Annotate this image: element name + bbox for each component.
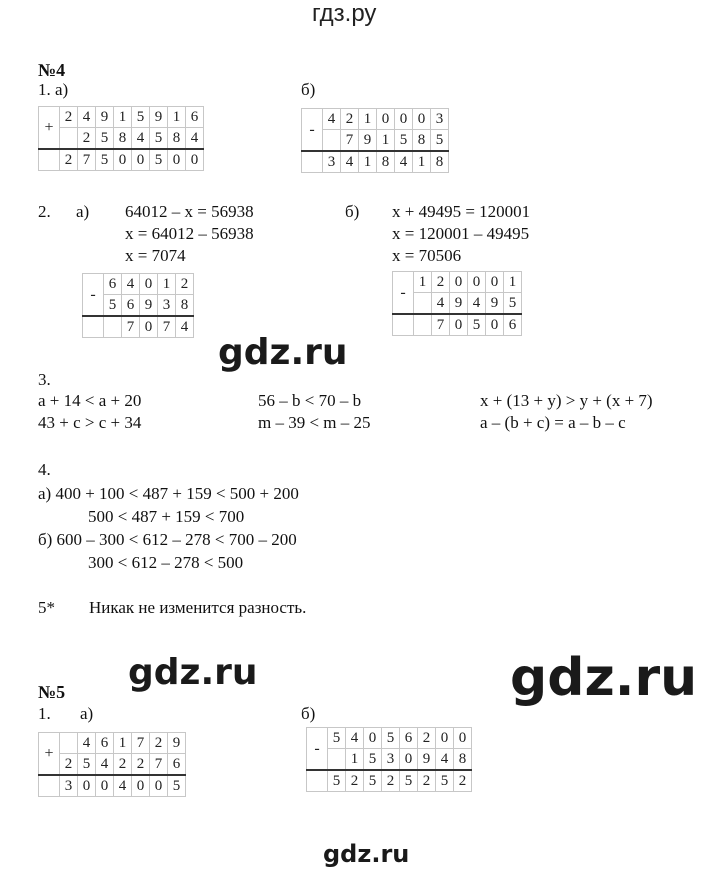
result-cell: 2 [60, 149, 78, 171]
grid-cell: 0 [364, 728, 382, 749]
grid-cell [307, 770, 328, 792]
grid-cell [60, 733, 78, 754]
inequality: x + (13 + y) > y + (x + 7) [480, 391, 653, 410]
grid-cell: 4 [346, 728, 364, 749]
grid-cell [393, 314, 414, 336]
grid-cell: 0 [413, 109, 431, 130]
grid-cell [328, 749, 346, 771]
column-subtraction-grid [392, 271, 522, 336]
result-cell: 7 [78, 149, 96, 171]
grid-cell: 5 [431, 130, 449, 152]
watermark: gdz.ru [128, 652, 258, 693]
operator-minus: - [307, 728, 328, 771]
column-subtraction-grid [82, 273, 194, 338]
grid-cell: 1 [414, 272, 432, 293]
grid-cell: 5 [395, 130, 413, 152]
result-cell: 7 [158, 316, 176, 338]
result-cell: 5 [436, 770, 454, 792]
result-cell [104, 316, 122, 338]
grid-cell: 2 [78, 128, 96, 150]
grid-cell: 0 [436, 728, 454, 749]
result-cell: 1 [413, 151, 431, 173]
result-cell: 7 [122, 316, 140, 338]
grid-cell: 2 [60, 754, 78, 776]
grid-cell [83, 316, 104, 338]
grid-cell: 6 [168, 754, 186, 776]
operator-minus: - [302, 109, 323, 152]
result-cell: 4 [176, 316, 194, 338]
inequality: a + 14 < a + 20 [38, 391, 142, 410]
result-cell: 7 [432, 314, 450, 336]
grid-cell: 1 [168, 107, 186, 128]
result-cell: 0 [186, 149, 204, 171]
equation-line: x = 64012 – 56938 [125, 224, 254, 243]
result-cell: 0 [140, 316, 158, 338]
grid-cell: 6 [96, 733, 114, 754]
result-cell: 8 [431, 151, 449, 173]
grid-cell: 6 [122, 295, 140, 317]
grid-cell: 5 [150, 128, 168, 150]
grid-cell: 2 [341, 109, 359, 130]
result-cell: 2 [382, 770, 400, 792]
result-cell: 0 [150, 775, 168, 797]
grid-cell: 9 [486, 293, 504, 315]
equation-line: x + 49495 = 120001 [392, 202, 531, 221]
result-cell: 8 [377, 151, 395, 173]
result-cell: 5 [150, 149, 168, 171]
grid-cell: 0 [377, 109, 395, 130]
inequality: m – 39 < m – 25 [258, 413, 371, 432]
column-addition-grid [38, 106, 204, 171]
grid-cell: 2 [418, 728, 436, 749]
grid-cell: 6 [186, 107, 204, 128]
equation-line: x = 70506 [392, 246, 462, 265]
task-5-label: 5* [38, 598, 55, 617]
grid-cell: 5 [382, 728, 400, 749]
grid-cell: 1 [377, 130, 395, 152]
grid-cell: 2 [176, 274, 194, 295]
result-cell: 0 [78, 775, 96, 797]
grid-cell: 9 [140, 295, 158, 317]
grid-cell: 4 [436, 749, 454, 771]
grid-cell: 5 [504, 293, 522, 315]
equation-line: 64012 – x = 56938 [125, 202, 254, 221]
task-2a-label: а) [76, 202, 90, 221]
result-cell: 4 [395, 151, 413, 173]
result-cell: 5 [96, 149, 114, 171]
exercise-5-title: №5 [38, 682, 66, 702]
grid-cell: 5 [78, 754, 96, 776]
task-1a-label: а) [80, 704, 94, 723]
result-cell: 1 [359, 151, 377, 173]
grid-cell: 5 [104, 295, 122, 317]
grid-cell: 4 [323, 109, 341, 130]
grid-cell: 9 [96, 107, 114, 128]
operator-plus: + [39, 733, 60, 776]
grid-cell: 2 [114, 754, 132, 776]
result-cell: 6 [504, 314, 522, 336]
result-cell: 3 [323, 151, 341, 173]
grid-cell: 8 [454, 749, 472, 771]
grid-cell [60, 128, 78, 150]
grid-cell [302, 151, 323, 173]
grid-cell: 1 [346, 749, 364, 771]
grid-cell: 9 [359, 130, 377, 152]
result-cell: 5 [364, 770, 382, 792]
task-2b-label: б) [345, 202, 360, 221]
result-cell: 2 [418, 770, 436, 792]
grid-cell: 9 [418, 749, 436, 771]
task-2-label: 2. [38, 202, 51, 221]
grid-cell: 4 [78, 107, 96, 128]
watermark-large: gdz.ru [510, 648, 698, 708]
grid-cell: 9 [450, 293, 468, 315]
operator-plus: + [39, 107, 60, 150]
grid-cell: 0 [454, 728, 472, 749]
grid-cell: 1 [114, 107, 132, 128]
grid-cell: 8 [114, 128, 132, 150]
column-subtraction-grid [301, 108, 449, 173]
grid-cell: 1 [359, 109, 377, 130]
inequality-line: 300 < 612 – 278 < 500 [88, 553, 244, 572]
grid-cell [39, 149, 60, 171]
equation-line: x = 120001 – 49495 [392, 224, 530, 243]
result-cell: 0 [96, 775, 114, 797]
grid-cell: 2 [132, 754, 150, 776]
result-cell: 0 [168, 149, 186, 171]
grid-cell: 5 [328, 728, 346, 749]
grid-cell: 2 [60, 107, 78, 128]
grid-cell: 4 [132, 128, 150, 150]
inequality-line: б) 600 – 300 < 612 – 278 < 700 – 200 [38, 530, 297, 549]
grid-cell: 4 [186, 128, 204, 150]
grid-cell: 0 [395, 109, 413, 130]
grid-cell: 1 [504, 272, 522, 293]
grid-cell: 4 [122, 274, 140, 295]
result-cell: 0 [132, 775, 150, 797]
result-cell: 0 [114, 149, 132, 171]
result-cell: 0 [450, 314, 468, 336]
result-cell: 5 [468, 314, 486, 336]
result-cell: 0 [486, 314, 504, 336]
inequality: 43 + c > c + 34 [38, 413, 142, 432]
operator-minus: - [393, 272, 414, 315]
inequality: 56 – b < 70 – b [258, 391, 362, 410]
inequality-line: 500 < 487 + 159 < 700 [88, 507, 245, 526]
grid-cell: 0 [468, 272, 486, 293]
task-1-label: 1. а) [38, 80, 69, 99]
grid-cell: 0 [400, 749, 418, 771]
watermark: gdz.ru [218, 332, 348, 373]
grid-cell: 8 [176, 295, 194, 317]
operator-minus: - [83, 274, 104, 317]
grid-cell: 3 [431, 109, 449, 130]
result-cell: 2 [346, 770, 364, 792]
grid-cell: 8 [168, 128, 186, 150]
result-cell: 5 [328, 770, 346, 792]
grid-cell: 5 [364, 749, 382, 771]
result-cell [414, 314, 432, 336]
grid-cell: 6 [104, 274, 122, 295]
grid-cell: 3 [158, 295, 176, 317]
result-cell: 2 [454, 770, 472, 792]
grid-cell: 4 [96, 754, 114, 776]
grid-cell: 0 [140, 274, 158, 295]
footer-watermark: gdz.ru [323, 840, 410, 868]
result-cell: 5 [168, 775, 186, 797]
inequality: a – (b + c) = a – b – c [480, 413, 626, 432]
result-cell: 4 [114, 775, 132, 797]
grid-cell: 7 [132, 733, 150, 754]
grid-cell: 9 [150, 107, 168, 128]
grid-cell: 1 [114, 733, 132, 754]
grid-cell: 7 [341, 130, 359, 152]
grid-cell: 2 [432, 272, 450, 293]
grid-cell: 3 [382, 749, 400, 771]
result-cell: 4 [341, 151, 359, 173]
exercise-4-title: №4 [38, 60, 66, 80]
grid-cell [39, 775, 60, 797]
grid-cell: 5 [96, 128, 114, 150]
grid-cell: 5 [132, 107, 150, 128]
equation-line: x = 7074 [125, 246, 186, 265]
result-cell: 5 [400, 770, 418, 792]
task-1b-label: б) [301, 704, 316, 723]
site-header: гдз.ру [312, 0, 377, 27]
grid-cell: 4 [468, 293, 486, 315]
grid-cell [323, 130, 341, 152]
task-3-label: 3. [38, 370, 51, 389]
grid-cell: 4 [78, 733, 96, 754]
grid-cell [414, 293, 432, 315]
answer-text: Никак не изменится разность. [89, 598, 307, 617]
grid-cell: 9 [168, 733, 186, 754]
grid-cell: 0 [486, 272, 504, 293]
grid-cell: 0 [450, 272, 468, 293]
column-subtraction-grid [306, 727, 472, 792]
grid-cell: 1 [158, 274, 176, 295]
grid-cell: 8 [413, 130, 431, 152]
inequality-line: а) 400 + 100 < 487 + 159 < 500 + 200 [38, 484, 299, 503]
grid-cell: 6 [400, 728, 418, 749]
grid-cell: 4 [432, 293, 450, 315]
task-1b-label: б) [301, 80, 316, 99]
result-cell: 0 [132, 149, 150, 171]
task-4-label: 4. [38, 460, 51, 479]
grid-cell: 2 [150, 733, 168, 754]
column-addition-grid [38, 732, 186, 797]
grid-cell: 7 [150, 754, 168, 776]
task-1-label: 1. [38, 704, 51, 723]
result-cell: 3 [60, 775, 78, 797]
